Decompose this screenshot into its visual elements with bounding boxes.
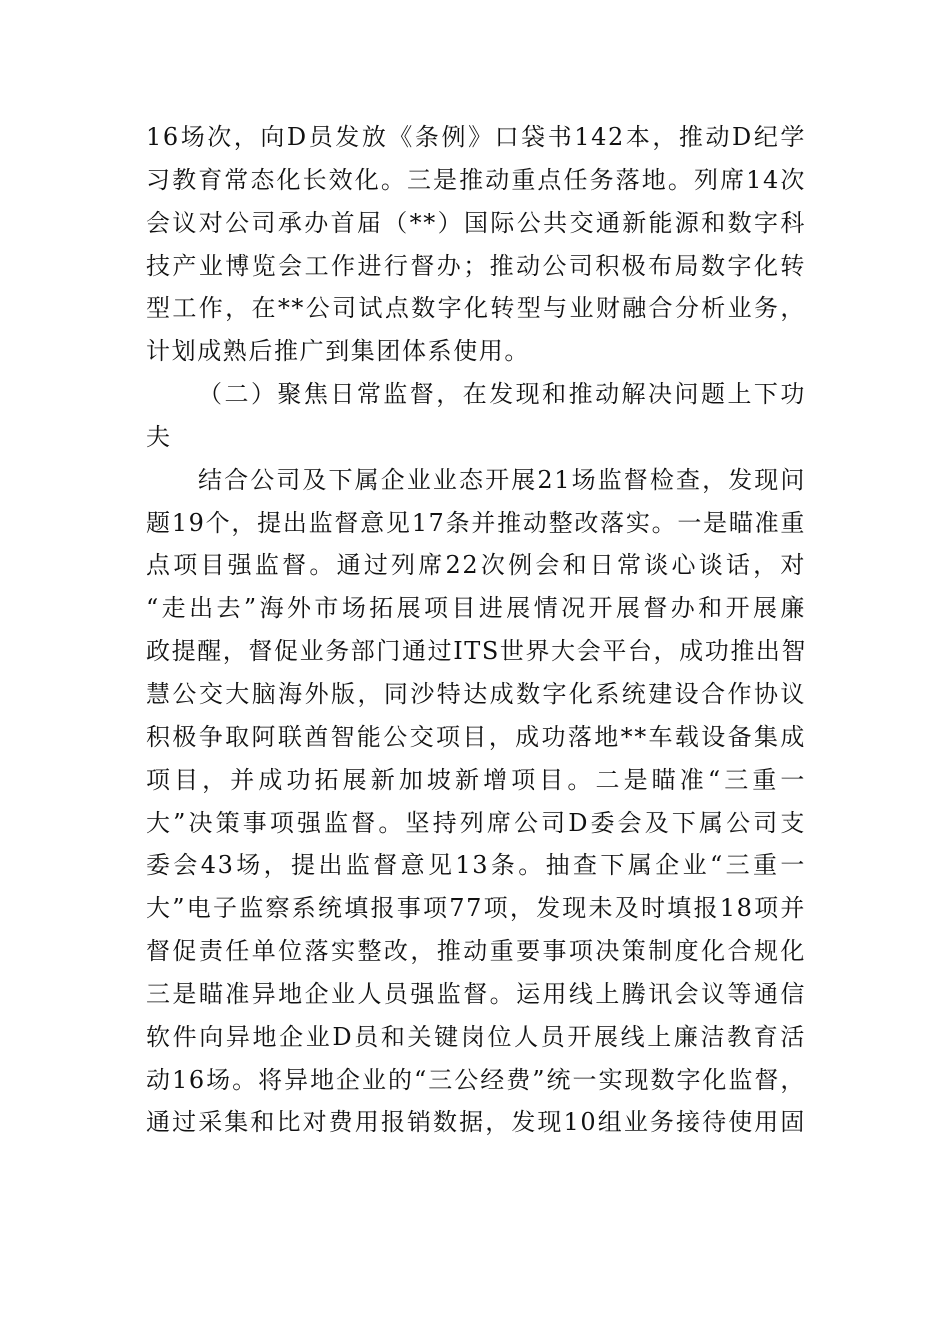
text-line: 结合公司及下属企业业态开展21场监督检查，发现问 [198, 465, 806, 494]
text-line: 大”电子监察系统填报事项77项，发现未及时填报18项并 [146, 894, 806, 923]
text-line: 16场次，向D员发放《条例》口袋书142本，推动D纪学 [146, 123, 806, 151]
text-line: 积极争取阿联酋智能公交项目，成功落地**车载设备集成 [146, 722, 806, 751]
section-heading-daily-supervision [146, 373, 806, 459]
text-line: 通过采集和比对费用报销数据，发现10组业务接待使用固 [146, 1108, 806, 1137]
paragraph-supervision-inspections [146, 459, 806, 1145]
text-line: 技产业博览会工作进行督办；推动公司积极布局数字化转 [146, 251, 806, 280]
document-body [146, 116, 806, 1144]
text-line: “走出去”海外市场拓展项目进展情况开展督办和开展廉 [146, 594, 806, 623]
text-line: 点项目强监督。通过列席22次例会和日常谈心谈话，对 [146, 551, 806, 580]
text-line: 政提醒，督促业务部门通过ITS世界大会平台，成功推出智 [146, 637, 808, 666]
text-line: 题19个，提出监督意见17条并推动整改落实。一是瞄准重 [146, 508, 806, 537]
text-line: 会议对公司承办首届（**）国际公共交通新能源和数字科 [146, 208, 806, 237]
text-line: 计划成熟后推广到集团体系使用。 [146, 337, 530, 366]
text-line: 项目，并成功拓展新加坡新增项目。二是瞄准“三重一 [146, 765, 806, 794]
text-line: 软件向异地企业D员和关键岗位人员开展线上廉洁教育活 [146, 1022, 806, 1051]
text-line: 慧公交大脑海外版，同沙特达成数字化系统建设合作协议 [146, 679, 806, 708]
text-line: 三是瞄准异地企业人员强监督。运用线上腾讯会议等通信 [146, 979, 806, 1008]
text-line: 动16场。将异地企业的“三公经费”统一实现数字化监督， [146, 1065, 806, 1094]
text-line: 大”决策事项强监督。坚持列席公司D委会及下属公司支 [146, 808, 806, 837]
text-line: 督促责任单位落实整改，推动重要事项决策制度化合规化 [146, 937, 806, 966]
heading-line: （二）聚焦日常监督，在发现和推动解决问题上下功 [198, 380, 806, 409]
paragraph-party-discipline-education [146, 116, 806, 373]
heading-line: 夫 [146, 422, 172, 451]
text-line: 习教育常态化长效化。三是推动重点任务落地。列席14次 [146, 165, 806, 194]
text-line: 委会43场，提出监督意见13条。抽查下属企业“三重一 [146, 851, 806, 880]
text-line: 型工作，在**公司试点数字化转型与业财融合分析业务， [146, 294, 806, 323]
